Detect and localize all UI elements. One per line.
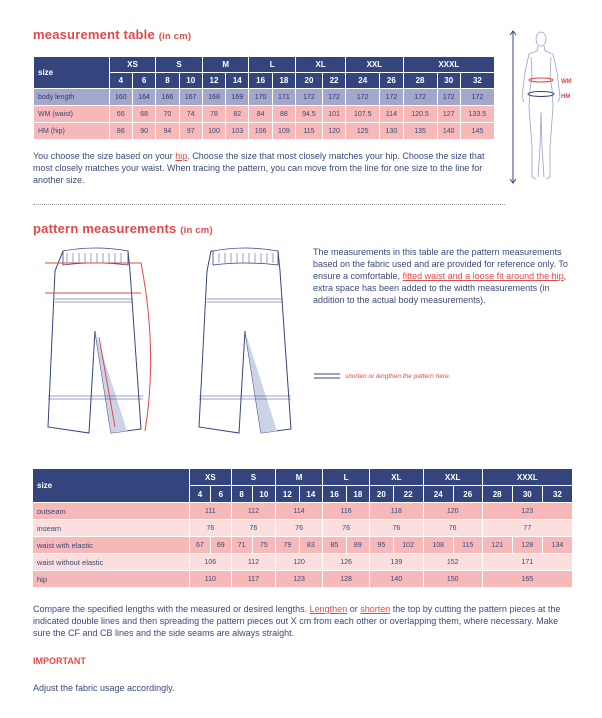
table-cell: 76: [323, 520, 370, 537]
table-cell: 150: [423, 571, 482, 588]
table-row: [33, 554, 573, 571]
table-cell: 152: [423, 554, 482, 571]
size-number: 30: [437, 73, 460, 89]
table-cell: 86: [109, 123, 132, 140]
size-header: M: [202, 57, 249, 73]
table-cell: 114: [380, 106, 403, 123]
fabric-usage-note: Adjust the fabric usage accordingly.: [33, 683, 175, 693]
row-label: waist without elastic: [33, 554, 190, 571]
size-number: 20: [296, 73, 323, 89]
table-cell: 172: [437, 89, 460, 106]
table-cell: 107.5: [346, 106, 380, 123]
table-cell: 88: [272, 106, 295, 123]
size-header: XS: [190, 469, 232, 486]
table-cell: 109: [272, 123, 295, 140]
table-cell: 134: [542, 537, 572, 554]
size-number: 4: [190, 486, 211, 503]
size-header: S: [156, 57, 203, 73]
table-row: [34, 89, 495, 106]
row-label: outseam: [33, 503, 190, 520]
row-header: size: [34, 57, 110, 89]
size-instructions: You choose the size based on your hip. Choose the size that most closely matches your hip. Choose the size that most closely matches your waist. When tracing the pattern, you can move from the line for one size to the line for another size.: [33, 151, 485, 185]
size-number: 32: [542, 486, 572, 503]
size-header: XXXL: [403, 57, 494, 73]
table-cell: 120: [423, 503, 482, 520]
row-label: WM (waist): [34, 106, 110, 123]
table-cell: 89: [346, 537, 370, 554]
table-cell: 76: [370, 520, 424, 537]
table-cell: 125: [346, 123, 380, 140]
table-cell: 172: [346, 89, 380, 106]
table-cell: 67: [190, 537, 211, 554]
table-cell: 106: [249, 123, 272, 140]
pattern-measurement-table: [32, 468, 573, 588]
table-cell: 78: [202, 106, 225, 123]
size-header: XXXL: [482, 469, 572, 486]
fitted-waist-link: fitted waist and a loose fit around the hip: [402, 271, 564, 281]
pattern-description: The measurements in this table are the pattern measurements based on the fabric used and are provided for reference only. To ensure a comfortable, fitted waist and a loose fit around the hip, extra space has been added to the width measurements (in addition to the actual body measurements).: [313, 247, 568, 305]
table-cell: 171: [482, 554, 572, 571]
important-heading: IMPORTANT: [33, 656, 86, 666]
table-cell: 169: [226, 89, 249, 106]
table-cell: 130: [380, 123, 403, 140]
wm-label: WM: [561, 79, 572, 85]
table-cell: 68: [132, 106, 155, 123]
table-cell: 171: [272, 89, 295, 106]
size-number: 24: [423, 486, 453, 503]
double-line-icon: [314, 371, 340, 381]
table-row: [34, 106, 495, 123]
size-number: 26: [453, 486, 482, 503]
table-cell: 79: [276, 537, 300, 554]
table-cell: 82: [226, 106, 249, 123]
table-cell: 160: [109, 89, 132, 106]
adjust-instructions: Compare the specified lengths with the measured or desired lengths. Lengthen or shorten the top by cutting the pattern pieces at the indicated double lines and then spreading the pattern pieces out X cm from each other or overlapping them, where necessary. Make sure the CF and CB lines and the side seams are always straight.: [33, 604, 561, 638]
hip-link: hip: [175, 151, 188, 161]
size-header: XL: [370, 469, 424, 486]
table-cell: 77: [482, 520, 572, 537]
table-cell: 172: [296, 89, 323, 106]
table-cell: 115: [296, 123, 323, 140]
table-cell: 100: [202, 123, 225, 140]
row-label: hip: [33, 571, 190, 588]
size-header: L: [249, 57, 296, 73]
table-cell: 172: [322, 89, 345, 106]
size-number: 4: [109, 73, 132, 89]
table-cell: 66: [109, 106, 132, 123]
table-cell: 84: [249, 106, 272, 123]
table-cell: 101: [322, 106, 345, 123]
size-number: 14: [299, 486, 323, 503]
row-label: body length: [34, 89, 110, 106]
size-number: 6: [132, 73, 155, 89]
table-cell: 120: [276, 554, 323, 571]
row-label: inseam: [33, 520, 190, 537]
trouser-drawings: [33, 241, 303, 446]
size-number: 6: [210, 486, 231, 503]
size-header: M: [276, 469, 323, 486]
body-figure: [505, 27, 595, 187]
row-label: HM (hip): [34, 123, 110, 140]
table-cell: 75: [252, 537, 276, 554]
table-cell: 127: [437, 106, 460, 123]
row-header: size: [33, 469, 190, 503]
pattern-measurements-heading: pattern measurements (in cm): [33, 221, 213, 236]
table-cell: 120.5: [403, 106, 437, 123]
table-cell: 118: [370, 503, 424, 520]
size-number: 10: [179, 73, 202, 89]
table-cell: 172: [380, 89, 403, 106]
table-cell: 106: [190, 554, 232, 571]
table-cell: 133.5: [460, 106, 494, 123]
table-cell: 120: [322, 123, 345, 140]
size-number: 22: [393, 486, 423, 503]
table-cell: 165: [482, 571, 572, 588]
table-cell: 166: [156, 89, 179, 106]
measurement-table: [33, 56, 495, 140]
table-cell: 71: [231, 537, 252, 554]
size-header: S: [231, 469, 275, 486]
table-cell: 140: [370, 571, 424, 588]
size-number: 16: [249, 73, 272, 89]
table-cell: 111: [190, 503, 232, 520]
table-row: [33, 503, 573, 520]
table-cell: 94.5: [296, 106, 323, 123]
table-cell: 117: [231, 571, 275, 588]
table-cell: 170: [249, 89, 272, 106]
shorten-link: shorten: [360, 604, 391, 614]
lengthen-link: Lengthen: [309, 604, 348, 614]
divider: [33, 204, 505, 205]
size-header: XXL: [346, 57, 403, 73]
table-cell: 121: [482, 537, 512, 554]
size-number: 10: [252, 486, 276, 503]
table-cell: 172: [403, 89, 437, 106]
size-number: 20: [370, 486, 394, 503]
table-cell: 70: [156, 106, 179, 123]
size-number: 18: [346, 486, 370, 503]
size-number: 18: [272, 73, 295, 89]
table-cell: 76: [423, 520, 482, 537]
table-row: [34, 123, 495, 140]
size-number: 28: [482, 486, 512, 503]
size-number: 8: [156, 73, 179, 89]
table-cell: 97: [179, 123, 202, 140]
table-cell: 112: [231, 554, 275, 571]
table-row: [33, 571, 573, 588]
size-number: 14: [226, 73, 249, 89]
table-row: [33, 520, 573, 537]
size-number: 12: [202, 73, 225, 89]
row-label: waist with elastic: [33, 537, 190, 554]
table-cell: 115: [453, 537, 482, 554]
table-cell: 139: [370, 554, 424, 571]
size-number: 8: [231, 486, 252, 503]
table-cell: 116: [323, 503, 370, 520]
table-cell: 126: [323, 554, 370, 571]
table-cell: 76: [231, 520, 275, 537]
table-cell: 108: [423, 537, 453, 554]
table-cell: 74: [179, 106, 202, 123]
table-cell: 83: [299, 537, 323, 554]
size-header: XS: [109, 57, 156, 73]
table-cell: 168: [202, 89, 225, 106]
table-cell: 85: [323, 537, 347, 554]
table-cell: 123: [276, 571, 323, 588]
table-cell: 94: [156, 123, 179, 140]
table-cell: 123: [482, 503, 572, 520]
table-cell: 103: [226, 123, 249, 140]
size-number: 32: [460, 73, 494, 89]
size-header: L: [323, 469, 370, 486]
table-cell: 128: [323, 571, 370, 588]
size-number: 26: [380, 73, 403, 89]
table-cell: 95: [370, 537, 394, 554]
hm-label: HM: [561, 94, 571, 100]
table-cell: 114: [276, 503, 323, 520]
size-number: 24: [346, 73, 380, 89]
size-number: 12: [276, 486, 300, 503]
trouser-back-drawing: [199, 248, 291, 433]
table-cell: 112: [231, 503, 275, 520]
size-header: XXL: [423, 469, 482, 486]
measurement-table-heading: measurement table (in cm): [33, 27, 192, 42]
table-cell: 135: [403, 123, 437, 140]
table-cell: 140: [437, 123, 460, 140]
table-cell: 172: [460, 89, 494, 106]
table-row: [33, 537, 573, 554]
table-cell: 90: [132, 123, 155, 140]
table-cell: 128: [512, 537, 542, 554]
table-cell: 69: [210, 537, 231, 554]
table-cell: 145: [460, 123, 494, 140]
table-cell: 102: [393, 537, 423, 554]
trouser-front-drawing: [45, 248, 151, 433]
size-number: 28: [403, 73, 437, 89]
size-number: 16: [323, 486, 347, 503]
table-cell: 167: [179, 89, 202, 106]
table-cell: 76: [276, 520, 323, 537]
size-header: XL: [296, 57, 346, 73]
size-number: 30: [512, 486, 542, 503]
size-number: 22: [322, 73, 345, 89]
table-cell: 110: [190, 571, 232, 588]
table-cell: 76: [190, 520, 232, 537]
shorten-lengthen-note: shorten or lengthen the pattern here.: [345, 373, 451, 380]
table-cell: 164: [132, 89, 155, 106]
